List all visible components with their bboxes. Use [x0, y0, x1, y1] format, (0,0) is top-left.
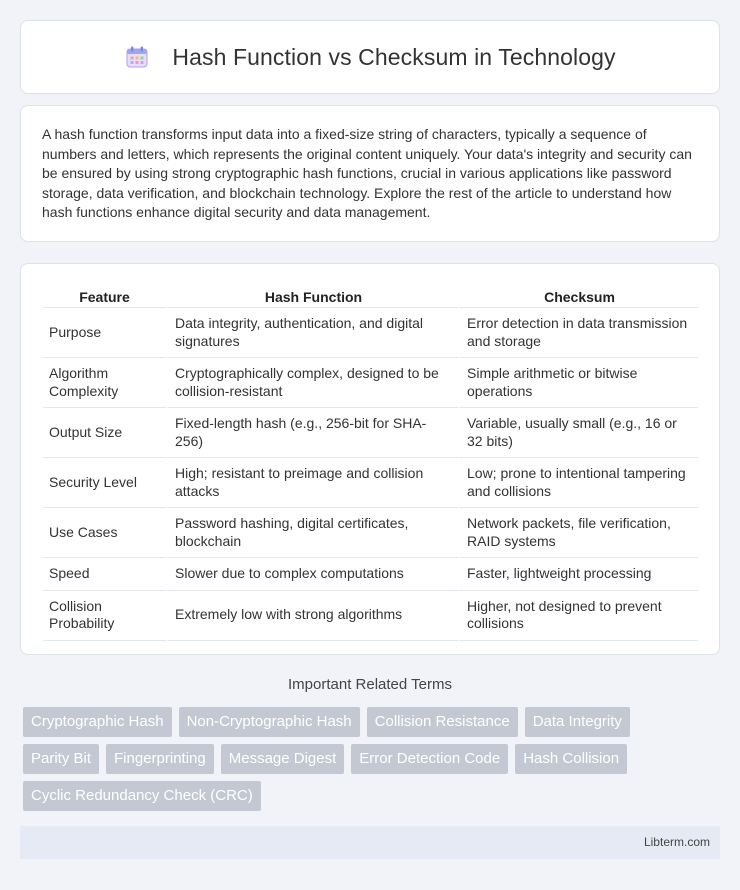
intro-card	[20, 105, 720, 242]
row-feature: Purpose	[43, 308, 166, 358]
related-term-tag[interactable]: Non-Cryptographic Hash	[179, 707, 360, 737]
related-term-tag[interactable]: Cyclic Redundancy Check (CRC)	[23, 781, 261, 811]
footer-site-link[interactable]: Libterm.com	[643, 835, 710, 849]
table-row	[43, 558, 698, 591]
related-term-tag[interactable]: Fingerprinting	[106, 744, 214, 774]
page-title: Hash Function vs Checksum in Technology	[172, 43, 616, 70]
row-checksum-value: Network packets, file verification, RAID systems	[458, 508, 698, 558]
row-feature: Use Cases	[43, 508, 166, 558]
header-feature: Feature	[43, 286, 166, 308]
table-row	[43, 458, 698, 508]
related-terms-title: Important Related Terms	[288, 676, 452, 693]
row-hash-value: Data integrity, authentication, and digital signatures	[166, 308, 458, 358]
related-terms-list	[23, 707, 703, 811]
row-hash-value: Slower due to complex computations	[166, 558, 458, 591]
row-hash-value: High; resistant to preimage and collision attacks	[166, 458, 458, 508]
related-term-tag[interactable]: Message Digest	[221, 744, 345, 774]
calendar-icon	[124, 44, 150, 70]
comparison-table	[43, 286, 698, 641]
row-checksum-value: Faster, lightweight processing	[458, 558, 698, 591]
row-hash-value: Fixed-length hash (e.g., 256-bit for SHA-256)	[166, 408, 458, 458]
row-hash-value: Password hashing, digital certificates, blockchain	[166, 508, 458, 558]
related-term-tag[interactable]: Data Integrity	[525, 707, 630, 737]
header-card	[20, 20, 720, 94]
table-row	[43, 591, 698, 641]
related-term-tag[interactable]: Collision Resistance	[367, 707, 518, 737]
table-row	[43, 308, 698, 358]
related-term-tag[interactable]: Parity Bit	[23, 744, 99, 774]
row-hash-value: Extremely low with strong algorithms	[166, 591, 458, 641]
related-term-tag[interactable]: Error Detection Code	[351, 744, 508, 774]
row-checksum-value: Higher, not designed to prevent collisions	[458, 591, 698, 641]
row-feature: Algorithm Complexity	[43, 358, 166, 408]
related-term-tag[interactable]: Cryptographic Hash	[23, 707, 172, 737]
row-feature: Speed	[43, 558, 166, 591]
related-term-tag[interactable]: Hash Collision	[515, 744, 627, 774]
row-feature: Security Level	[43, 458, 166, 508]
table-header-row	[43, 286, 698, 308]
row-feature: Output Size	[43, 408, 166, 458]
header-hash-function: Hash Function	[166, 286, 458, 308]
row-feature: Collision Probability	[43, 591, 166, 641]
table-row	[43, 408, 698, 458]
intro-text: A hash function transforms input data into a fixed-size string of characters, typically a sequence of numbers and letters, which represents the original content uniquely. Your data's integrity and security can be ensured by using strong cryptographic hash functions, crucial in various applications like password storage, data verification, and blockchain technology. Explore the rest of the article to understand how hash functions enhance digital security and data management.	[42, 126, 692, 221]
table-row	[43, 358, 698, 408]
row-checksum-value: Error detection in data transmission and storage	[458, 308, 698, 358]
row-checksum-value: Simple arithmetic or bitwise operations	[458, 358, 698, 408]
table-row	[43, 508, 698, 558]
comparison-table-card	[20, 263, 720, 655]
row-checksum-value: Variable, usually small (e.g., 16 or 32 bits)	[458, 408, 698, 458]
row-hash-value: Cryptographically complex, designed to be collision-resistant	[166, 358, 458, 408]
footer	[20, 826, 720, 859]
row-checksum-value: Low; prone to intentional tampering and collisions	[458, 458, 698, 508]
header-checksum: Checksum	[458, 286, 698, 308]
